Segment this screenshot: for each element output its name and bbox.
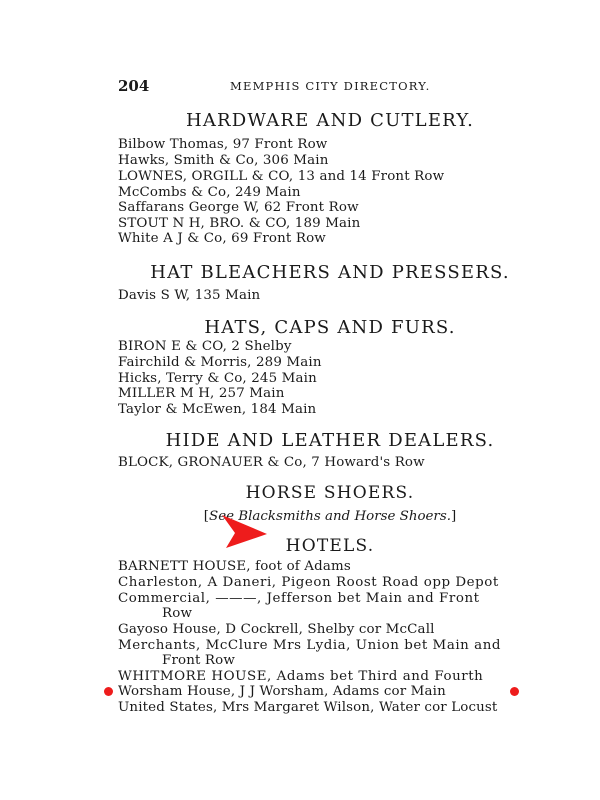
- list-item: Charleston, A Daneri, Pigeon Roost Road opp Depot: [118, 575, 499, 590]
- list-item: Hicks, Terry & Co, 245 Main: [118, 371, 317, 386]
- page-number: 204: [118, 77, 150, 95]
- page-header: [118, 77, 538, 97]
- red-dot-left: [104, 687, 113, 696]
- cross-reference: [See Blacksmiths and Horse Shoers.]: [203, 509, 457, 524]
- running-title: MEMPHIS CITY DIRECTORY.: [230, 79, 431, 93]
- list-item: Bilbow Thomas, 97 Front Row: [118, 137, 328, 152]
- red-arrow-icon: [222, 515, 268, 549]
- list-item: STOUT N H, BRO. & CO, 189 Main: [118, 216, 361, 231]
- red-dot-right: [510, 687, 519, 696]
- list-item: Front Row: [162, 653, 235, 668]
- list-item: Taylor & McEwen, 184 Main: [118, 402, 317, 417]
- list-item: Worsham House, J J Worsham, Adams cor Main: [118, 684, 446, 699]
- section-heading: HARDWARE AND CUTLERY.: [185, 110, 475, 131]
- list-item: MILLER M H, 257 Main: [118, 386, 285, 401]
- list-item: Davis S W, 135 Main: [118, 288, 261, 303]
- arrow-shape: [222, 515, 267, 548]
- list-item: LOWNES, ORGILL & CO, 13 and 14 Front Row: [118, 169, 445, 184]
- list-item: BIRON E & CO, 2 Shelby: [118, 339, 292, 354]
- section-heading: HOTELS.: [285, 536, 375, 556]
- list-item: BARNETT HOUSE, foot of Adams: [118, 559, 351, 574]
- cross-reference-text: See Blacksmiths and Horse Shoers.: [209, 509, 451, 524]
- list-item: Gayoso House, D Cockrell, Shelby cor McCall: [118, 622, 435, 637]
- section-heading: HORSE SHOERS.: [245, 483, 415, 503]
- list-item: White A J & Co, 69 Front Row: [118, 231, 326, 246]
- section-heading: HATS, CAPS AND FURS.: [204, 317, 456, 338]
- list-item: Saffarans George W, 62 Front Row: [118, 200, 359, 215]
- list-item: Merchants, McClure Mrs Lydia, Union bet Main and: [118, 638, 501, 653]
- list-item: McCombs & Co, 249 Main: [118, 185, 301, 200]
- list-item: BLOCK, GRONAUER & Co, 7 Howard's Row: [118, 455, 425, 470]
- section-heading: HIDE AND LEATHER DEALERS.: [165, 430, 495, 451]
- list-item: WHITMORE HOUSE, Adams bet Third and Fourth: [118, 669, 484, 684]
- list-item: United States, Mrs Margaret Wilson, Water cor Locust: [118, 700, 498, 715]
- list-item: Row: [162, 606, 193, 621]
- list-item: Fairchild & Morris, 289 Main: [118, 355, 322, 370]
- list-item: Commercial, ———, Jefferson bet Main and Front: [118, 591, 480, 606]
- section-heading: HAT BLEACHERS AND PRESSERS.: [150, 262, 510, 283]
- list-item: Hawks, Smith & Co, 306 Main: [118, 153, 329, 168]
